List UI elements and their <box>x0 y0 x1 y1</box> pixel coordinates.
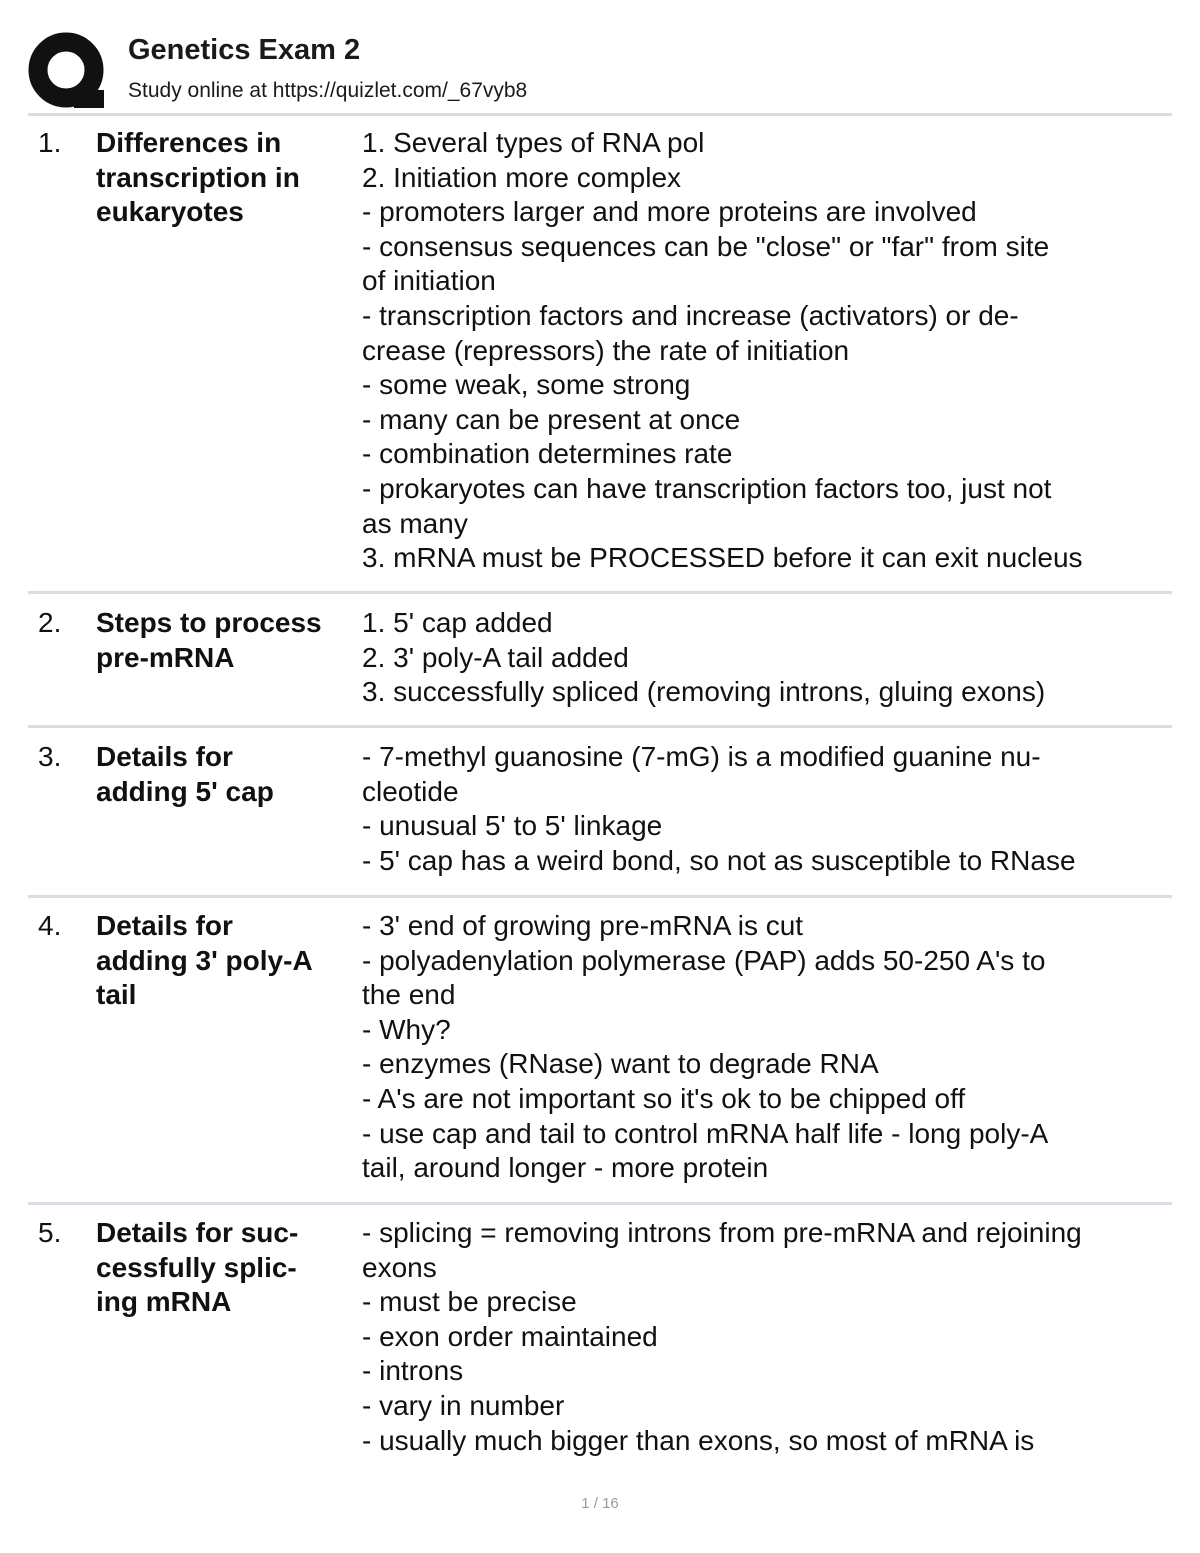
card-divider <box>28 1202 1172 1205</box>
flashcard-3 <box>28 740 1172 880</box>
card-term <box>96 126 358 230</box>
definition-line: 3. successfully spliced (removing introns, gluing exons) <box>362 676 1046 708</box>
term-line: adding 5' cap <box>96 775 274 807</box>
flashcard-4 <box>28 909 1172 1189</box>
definition-line: 2. 3' poly-A tail added <box>362 641 629 673</box>
card-definition <box>362 909 1172 1186</box>
card-divider <box>28 895 1172 898</box>
card-definition <box>362 606 1172 710</box>
term-line: Steps to process <box>96 607 322 638</box>
definition-line: - some weak, some strong <box>362 369 691 401</box>
definition-line: 2. Initiation more complex <box>362 161 682 193</box>
page-indicator: 1 / 16 <box>581 1495 619 1512</box>
definition-line: crease (repressors) the rate of initiation <box>362 334 850 366</box>
definition-line: - vary in number <box>362 1389 565 1421</box>
definition-line: - enzymes (RNase) want to degrade RNA <box>362 1048 879 1080</box>
term-line: Differences in <box>96 127 282 158</box>
card-definition <box>362 1216 1172 1458</box>
card-definition <box>362 126 1172 576</box>
card-term <box>96 606 358 675</box>
definition-line: - usually much bigger than exons, so most of mRNA is <box>362 1424 1035 1456</box>
definition-line: 1. 5' cap added <box>362 607 553 638</box>
header-divider <box>28 113 1172 116</box>
definition-line: the end <box>362 979 456 1011</box>
term-line: Details for <box>96 910 233 941</box>
definition-line: - must be precise <box>362 1286 577 1318</box>
term-line: pre-mRNA <box>96 641 235 673</box>
definition-line: exons <box>362 1251 437 1283</box>
card-divider <box>28 725 1172 728</box>
card-divider <box>28 591 1172 594</box>
flashcard-1 <box>28 126 1172 576</box>
card-definition <box>362 740 1172 878</box>
definition-line: - many can be present at once <box>362 403 741 435</box>
document-title: Genetics Exam 2 <box>128 34 361 66</box>
card-number: 5. <box>38 1217 62 1248</box>
definition-line: - polyadenylation polymerase (PAP) adds 50-250 A's to <box>362 944 1046 976</box>
definition-line: tail, around longer - more protein <box>362 1152 769 1184</box>
card-number: 3. <box>38 741 62 772</box>
term-line: Details for <box>96 741 233 772</box>
term-line: Details for suc- <box>96 1217 299 1248</box>
definition-line: - 3' end of growing pre-mRNA is cut <box>362 910 804 941</box>
definition-line: - exon order maintained <box>362 1320 658 1352</box>
card-term <box>96 740 358 809</box>
definition-line: - splicing = removing introns from pre-mRNA and rejoining <box>362 1217 1082 1248</box>
definition-line: cleotide <box>362 775 459 807</box>
definition-line: - unusual 5' to 5' linkage <box>362 810 663 842</box>
quizlet-q-logo-icon <box>28 30 108 110</box>
definition-line: - introns <box>362 1355 464 1387</box>
definition-line: - prokaryotes can have transcription factors too, just not <box>362 472 1052 504</box>
definition-line: 3. mRNA must be PROCESSED before it can exit nucleus <box>362 542 1083 574</box>
definition-line: - transcription factors and increase (activators) or de- <box>362 299 1019 331</box>
definition-line: - consensus sequences can be "close" or "far" from site <box>362 230 1050 262</box>
definition-line: 1. Several types of RNA pol <box>362 127 705 158</box>
definition-line: - 7-methyl guanosine (7-mG) is a modified guanine nu- <box>362 741 1041 772</box>
definition-line: - use cap and tail to control mRNA half life - long poly-A <box>362 1117 1049 1149</box>
term-line: cessfully splic- <box>96 1251 297 1283</box>
definition-line: - combination determines rate <box>362 438 733 470</box>
term-line: eukaryotes <box>96 196 244 228</box>
card-number: 2. <box>38 607 62 638</box>
term-line: adding 3' poly-A <box>96 944 313 976</box>
definition-line: - A's are not important so it's ok to be chipped off <box>362 1082 966 1114</box>
definition-line: as many <box>362 507 468 539</box>
flashcard-2 <box>28 606 1172 711</box>
definition-line: - 5' cap has a weird bond, so not as susceptible to RNase <box>362 844 1076 876</box>
flashcard-5 <box>28 1216 1172 1466</box>
card-number: 4. <box>38 910 62 941</box>
definition-line: - Why? <box>362 1013 451 1045</box>
term-line: transcription in <box>96 161 300 193</box>
definition-line: - promoters larger and more proteins are involved <box>362 196 977 228</box>
card-term <box>96 909 358 1013</box>
card-number: 1. <box>38 127 62 158</box>
term-line: ing mRNA <box>96 1286 232 1318</box>
document-header <box>28 26 1178 108</box>
term-line: tail <box>96 979 137 1011</box>
study-online-link[interactable]: Study online at https://quizlet.com/_67vyb8 <box>128 79 528 102</box>
definition-line: of initiation <box>362 265 496 297</box>
card-term <box>96 1216 358 1320</box>
